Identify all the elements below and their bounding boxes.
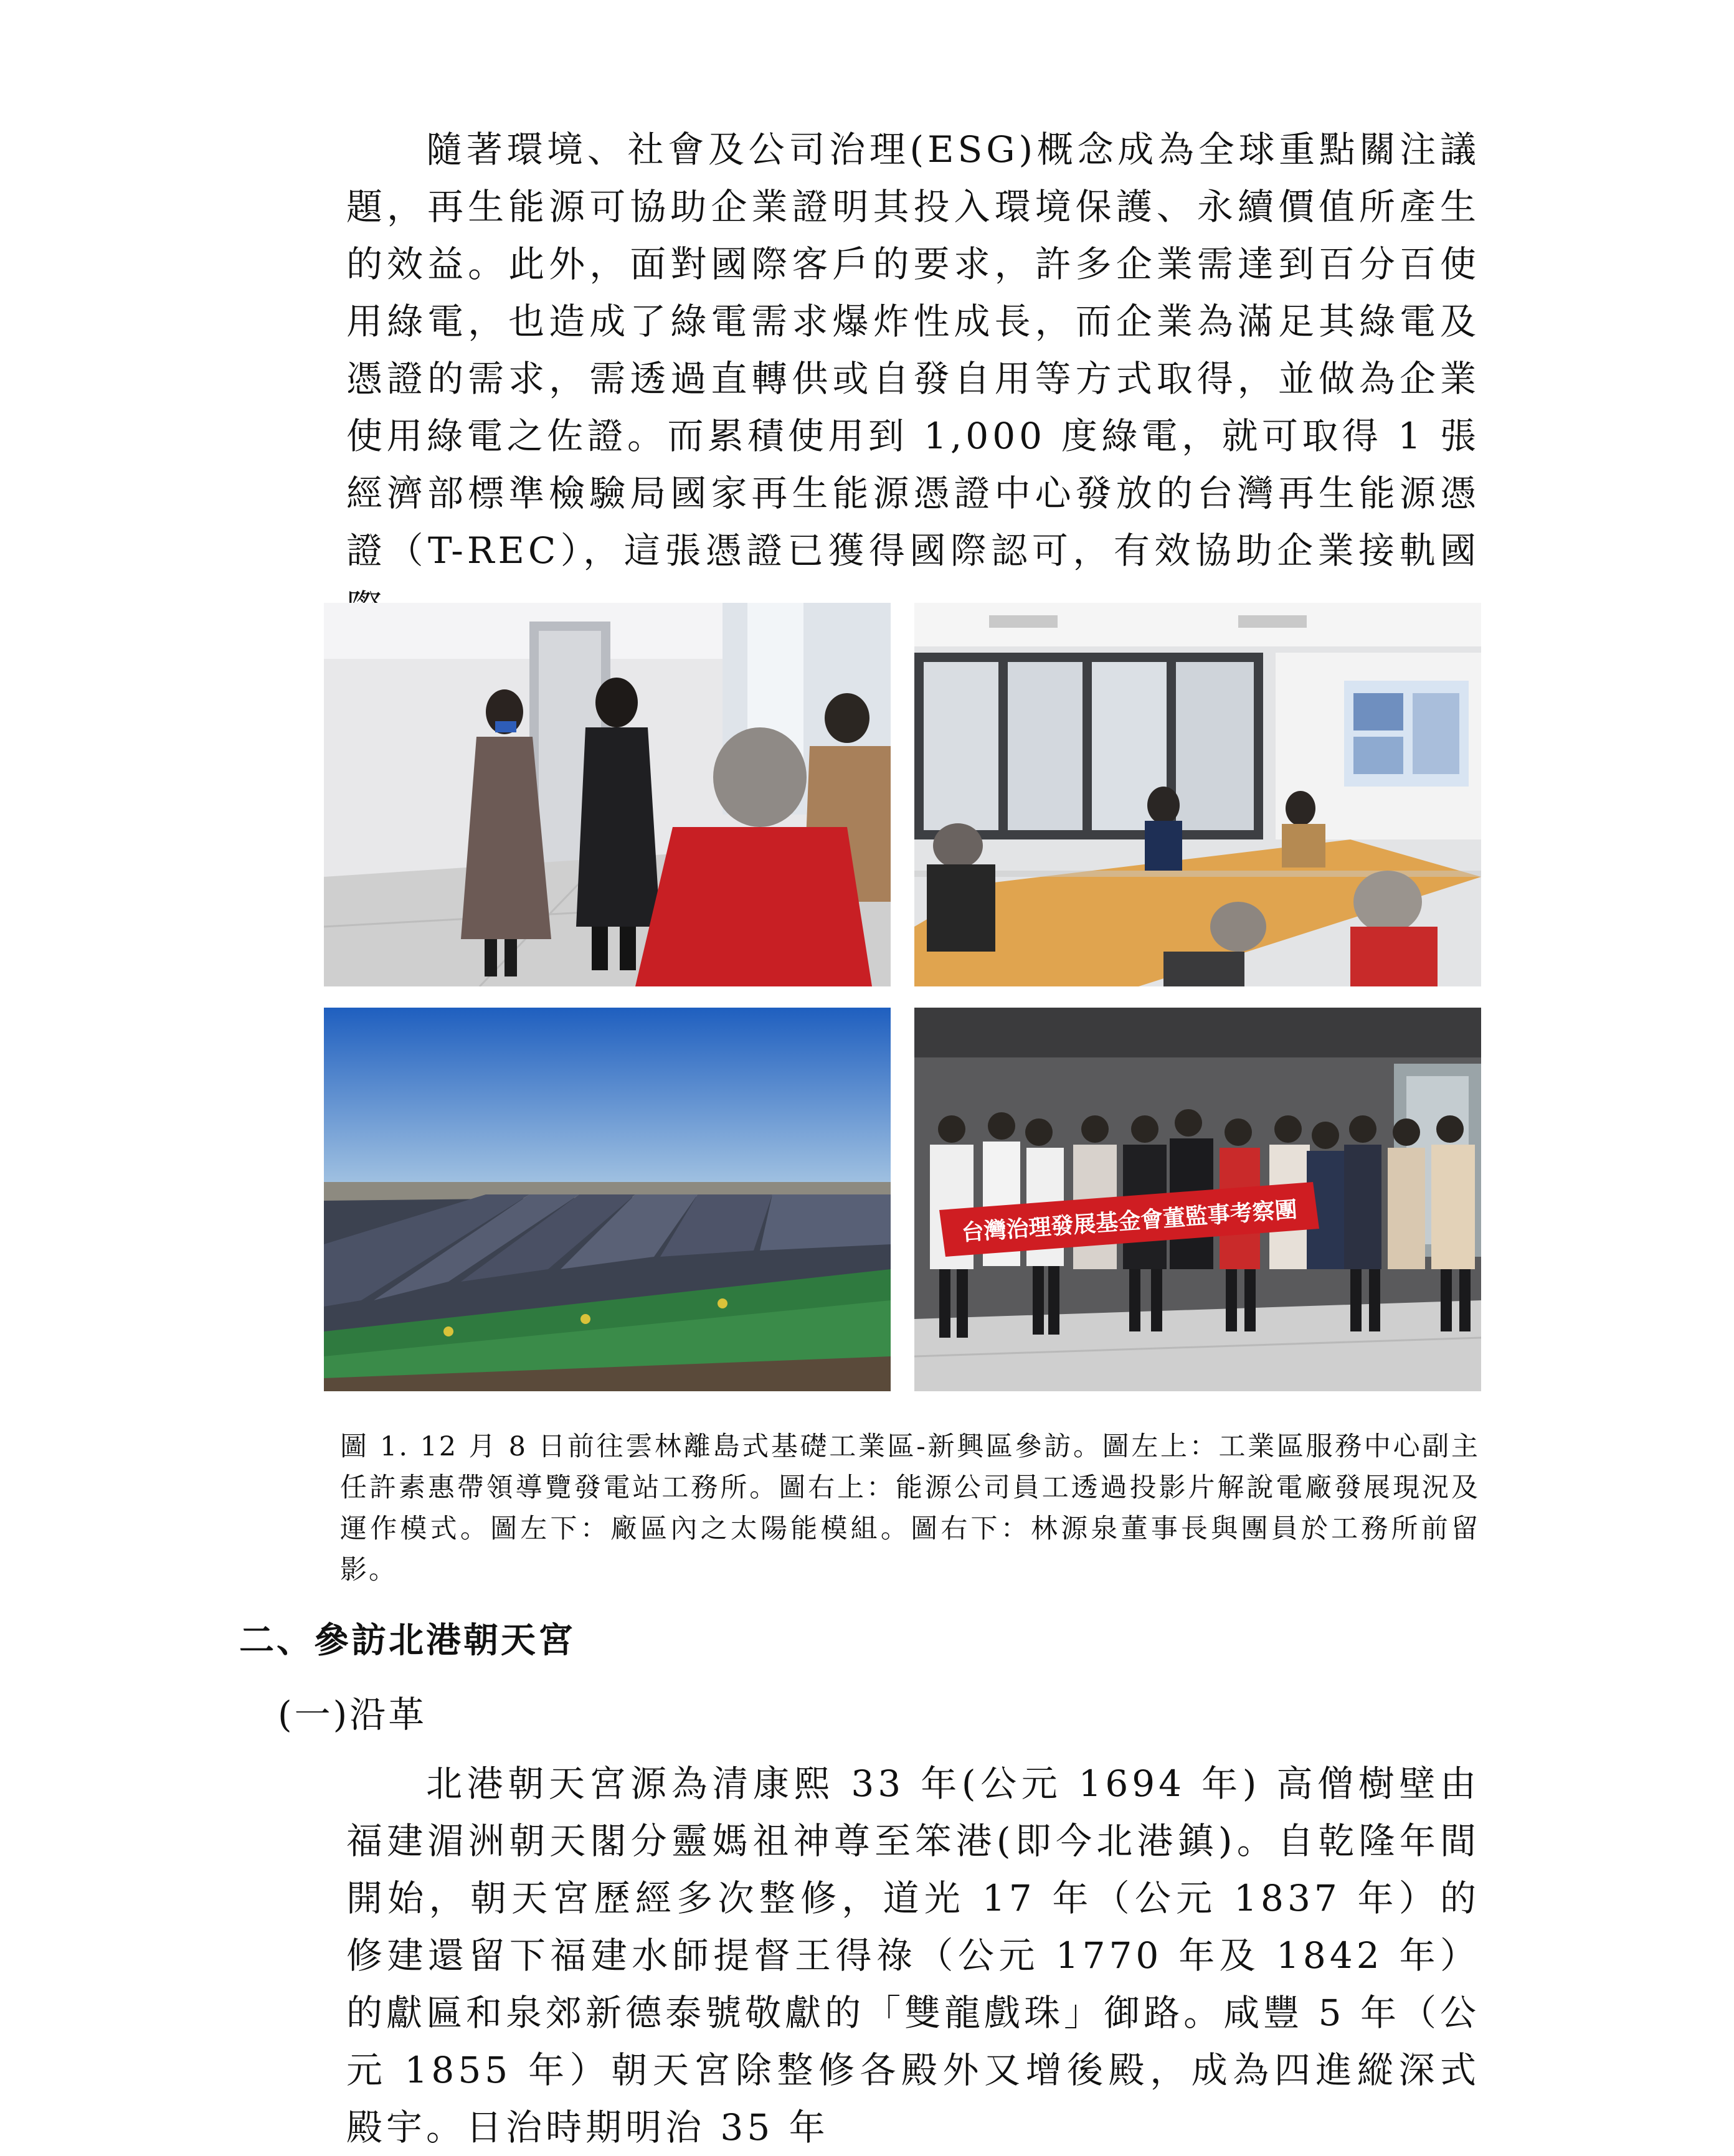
photo-service-center-tour: [324, 603, 891, 986]
history-paragraph-text: 北港朝天宮源為清康熙 33 年(公元 1694 年) 高僧樹壁由福建湄洲朝天閣分靈媽祖神尊至笨港(即今北港鎮)。自乾隆年間開始，朝天宮歷經多次整修，道光 17 年（公元 1837 年）的修建還留下福建水師提督王得祿（公元 1770 年及 1842 年）的獻匾和泉郊新德泰號敬獻的「雙龍戲珠」御路。咸豐 5 年（公元 1855 年）朝天宮除整修各殿外又增後殿，成為四進縱深式殿宇。日治時期明治 35 年: [346, 1762, 1481, 2149]
section-heading: 二、參訪北港朝天宮: [239, 1620, 576, 1661]
intro-paragraph: [346, 121, 1480, 636]
photo-group-photo: [914, 1008, 1481, 1391]
intro-paragraph-text: 隨著環境、社會及公司治理(ESG)概念成為全球重點關注議題，再生能源可協助企業證明其投入環境保護、永續價值所產生的效益。此外，面對國際客戶的要求，許多企業需達到百分百使用綠電，也造成了綠電需求爆炸性成長，而企業為滿足其綠電及憑證的需求，需透過直轉供或自發自用等方式取得，並做為企業使用綠電之佐證。而累積使用到 1,000 度綠電，就可取得 1 張經濟部標準檢驗局國家再生能源憑證中心發放的台灣再生能源憑證（T-REC），這張憑證已獲得國際認可，有效協助企業接軌國: [346, 128, 1480, 572]
sub-heading: (一)沿革: [278, 1693, 427, 1736]
photo-projector-briefing: [914, 603, 1481, 986]
history-paragraph: [346, 1755, 1480, 2156]
banner-text: 台灣治理發展基金會董監事考察團: [960, 1197, 1299, 1246]
photo-solar-panel-field: [324, 1008, 891, 1391]
figure-caption: 圖 1. 12 月 8 日前往雲林離島式基礎工業區-新興區參訪。圖左上：工業區服務中心副主任許素惠帶領導覽發電站工務所。圖右上：能源公司員工透過投影片解說電廠發展現況及運作模式。圖左下：廠區內之太陽能模組。圖右下：林源泉董事長與團員於工務所前留影。: [340, 1431, 1480, 1586]
